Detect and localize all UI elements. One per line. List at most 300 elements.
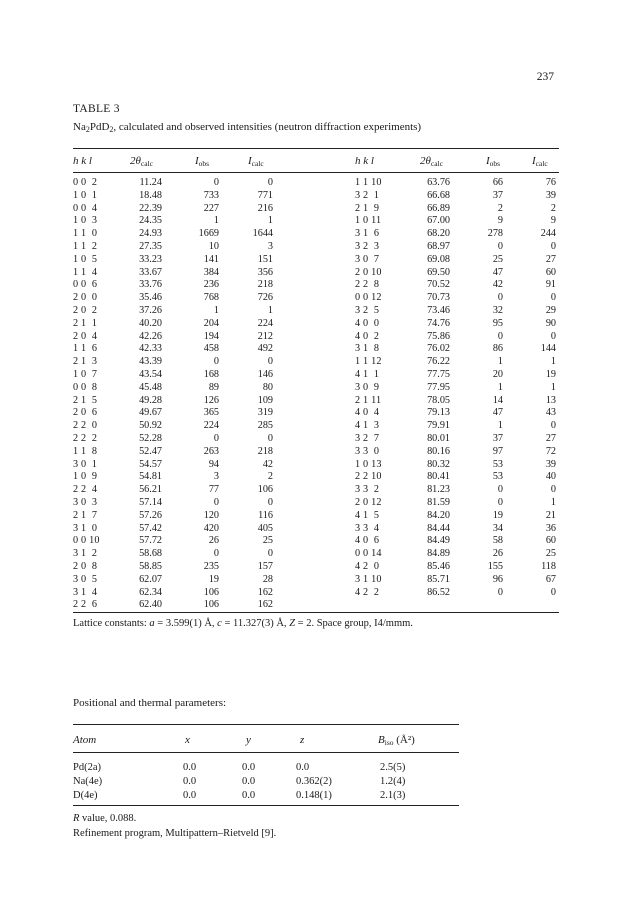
table-row <box>0 292 624 305</box>
table-row <box>0 599 624 612</box>
icalc-cell: 90 <box>545 317 556 329</box>
positional-bottom-rule <box>73 805 459 806</box>
iobs-cell: 106 <box>203 586 219 598</box>
table-row <box>0 459 624 472</box>
hkl-cell: 3 0 5 <box>73 573 98 585</box>
iobs-cell: 458 <box>203 343 219 355</box>
pos-cell-y: 0.0 <box>242 762 256 773</box>
icalc-cell: 60 <box>545 535 556 547</box>
two-theta-cell: 85.46 <box>427 560 450 572</box>
table-row <box>0 420 624 433</box>
hkl-cell: 1 0 5 <box>73 253 98 265</box>
icalc-cell: 0 <box>267 432 273 444</box>
iobs-cell: 0 <box>213 496 219 508</box>
icalc-cell: 0 <box>267 177 273 188</box>
iobs-cell: 0 <box>497 330 503 342</box>
pos-cell-atom: D(4e) <box>73 790 98 801</box>
two-theta-cell: 77.95 <box>427 381 450 393</box>
hkl-cell: 2 0 10 <box>355 266 382 278</box>
two-theta-cell: 24.35 <box>139 215 162 227</box>
iobs-cell: 89 <box>208 381 219 393</box>
hkl-cell: 2 1 7 <box>73 509 98 521</box>
hkl-cell: 0 0 8 <box>73 381 98 393</box>
hkl-cell: 4 0 0 <box>355 317 380 329</box>
icalc-cell: 0 <box>550 240 556 252</box>
iobs-cell: 37 <box>492 189 503 201</box>
icalc-cell: 1 <box>550 381 556 393</box>
table-row <box>0 318 624 331</box>
two-theta-cell: 56.21 <box>139 484 162 496</box>
pos-cell-x: 0.0 <box>183 790 197 801</box>
two-theta-cell: 66.68 <box>427 189 450 201</box>
iobs-cell: 204 <box>203 317 219 329</box>
hkl-cell: 2 2 0 <box>73 420 98 432</box>
two-theta-cell: 80.01 <box>427 432 450 444</box>
two-theta-cell: 70.52 <box>427 279 450 291</box>
icalc-cell: 0 <box>267 496 273 508</box>
table-top-rule <box>73 148 559 149</box>
hkl-cell: 4 1 3 <box>355 420 380 432</box>
iobs-cell: 94 <box>208 458 219 470</box>
two-theta-cell: 42.26 <box>139 330 162 342</box>
hkl-cell: 1 1 0 <box>73 228 98 240</box>
hkl-cell: 1 0 3 <box>73 215 98 227</box>
two-theta-cell: 57.14 <box>139 496 162 508</box>
two-theta-cell: 24.93 <box>139 228 162 240</box>
hkl-cell: 1 0 7 <box>73 368 98 380</box>
icalc-cell: 21 <box>545 509 556 521</box>
two-theta-cell: 57.42 <box>139 522 162 534</box>
icalc-cell: 42 <box>262 458 273 470</box>
icalc-cell: 19 <box>545 368 556 380</box>
two-theta-cell: 76.02 <box>427 343 450 355</box>
pos-cell-z: 0.362(2) <box>296 776 332 787</box>
hkl-cell: 1 1 10 <box>355 177 382 188</box>
iobs-cell: 1669 <box>198 228 219 240</box>
header-iobs-left: $I_{obs}$ <box>195 155 210 168</box>
icalc-cell: 1 <box>550 496 556 508</box>
hkl-cell: 4 2 0 <box>355 560 380 572</box>
iobs-cell: 235 <box>203 560 219 572</box>
iobs-cell: 1 <box>213 304 219 316</box>
icalc-cell: 28 <box>262 573 273 585</box>
icalc-cell: 218 <box>257 445 273 457</box>
hkl-cell: 1 0 13 <box>355 458 382 470</box>
iobs-cell: 20 <box>492 368 503 380</box>
table-row <box>0 305 624 318</box>
two-theta-cell: 63.76 <box>427 177 450 188</box>
pos-cell-y: 0.0 <box>242 776 256 787</box>
hkl-cell: 4 1 5 <box>355 509 380 521</box>
two-theta-cell: 84.49 <box>427 535 450 547</box>
two-theta-cell: 57.26 <box>139 509 162 521</box>
two-theta-cell: 81.59 <box>427 496 450 508</box>
icalc-cell: 162 <box>257 586 273 598</box>
two-theta-cell: 73.46 <box>427 304 450 316</box>
two-theta-cell: 49.28 <box>139 394 162 406</box>
two-theta-cell: 70.73 <box>427 292 450 304</box>
hkl-cell: 1 0 11 <box>355 215 382 227</box>
two-theta-cell: 77.75 <box>427 368 450 380</box>
header-two-theta-right: $2\theta_{calc}$ <box>420 155 443 168</box>
icalc-cell: 319 <box>257 407 273 419</box>
icalc-cell: 13 <box>545 394 556 406</box>
table-row <box>0 331 624 344</box>
icalc-cell: 39 <box>545 458 556 470</box>
two-theta-cell: 62.40 <box>139 599 162 611</box>
icalc-cell: 72 <box>545 445 556 457</box>
lattice-constants: Lattice constants: a = 3.599(1) Å, c = 11.327(3) Å, Z = 2. Space group, I4/mmm. <box>73 618 413 629</box>
two-theta-cell: 84.44 <box>427 522 450 534</box>
hkl-cell: 3 2 7 <box>355 432 380 444</box>
iobs-cell: 25 <box>492 253 503 265</box>
hkl-cell: 3 3 0 <box>355 445 380 457</box>
iobs-cell: 106 <box>203 599 219 611</box>
hkl-cell: 3 1 0 <box>73 522 98 534</box>
two-theta-cell: 54.81 <box>139 471 162 483</box>
table-row <box>0 356 624 369</box>
pos-header-biso: $B_{iso}$ (Å²) <box>378 734 415 747</box>
two-theta-cell: 74.76 <box>427 317 450 329</box>
table-row <box>0 587 624 600</box>
hkl-cell: 3 3 4 <box>355 522 380 534</box>
iobs-cell: 0 <box>213 432 219 444</box>
two-theta-cell: 33.23 <box>139 253 162 265</box>
iobs-cell: 97 <box>492 445 503 457</box>
icalc-cell: 40 <box>545 471 556 483</box>
table-row <box>0 241 624 254</box>
compound-formula: $Na_2PdD_2$ <box>73 121 114 134</box>
icalc-cell: 0 <box>267 548 273 560</box>
iobs-cell: 384 <box>203 266 219 278</box>
iobs-cell: 66 <box>492 177 503 188</box>
icalc-cell: 0 <box>550 586 556 598</box>
two-theta-cell: 68.20 <box>427 228 450 240</box>
hkl-cell: 0 0 14 <box>355 548 382 560</box>
table-row <box>0 574 624 587</box>
hkl-cell: 2 0 0 <box>73 292 98 304</box>
table-row <box>0 407 624 420</box>
icalc-cell: 244 <box>540 228 556 240</box>
table-row <box>0 215 624 228</box>
two-theta-cell: 76.22 <box>427 356 450 368</box>
iobs-cell: 768 <box>203 292 219 304</box>
hkl-cell: 2 2 4 <box>73 484 98 496</box>
page-number: 237 <box>536 71 554 83</box>
icalc-cell: 0 <box>267 356 273 368</box>
pos-header-z: z <box>300 734 305 746</box>
two-theta-cell: 67.00 <box>427 215 450 227</box>
iobs-cell: 0 <box>497 484 503 496</box>
iobs-cell: 42 <box>492 279 503 291</box>
table-row <box>0 548 624 561</box>
hkl-cell: 2 0 4 <box>73 330 98 342</box>
icalc-cell: 218 <box>257 279 273 291</box>
two-theta-cell: 33.67 <box>139 266 162 278</box>
icalc-cell: 25 <box>262 535 273 547</box>
hkl-cell: 2 1 1 <box>73 317 98 329</box>
hkl-cell: 1 1 4 <box>73 266 98 278</box>
iobs-cell: 420 <box>203 522 219 534</box>
two-theta-cell: 80.41 <box>427 471 450 483</box>
two-theta-cell: 81.23 <box>427 484 450 496</box>
hkl-cell: 2 1 9 <box>355 202 380 214</box>
two-theta-cell: 80.32 <box>427 458 450 470</box>
pos-cell-x: 0.0 <box>183 762 197 773</box>
iobs-cell: 224 <box>203 420 219 432</box>
two-theta-cell: 43.39 <box>139 356 162 368</box>
table-row <box>0 177 624 190</box>
hkl-cell: 2 0 8 <box>73 560 98 572</box>
iobs-cell: 236 <box>203 279 219 291</box>
iobs-cell: 263 <box>203 445 219 457</box>
hkl-cell: 3 0 1 <box>73 458 98 470</box>
iobs-cell: 0 <box>213 177 219 188</box>
iobs-cell: 96 <box>492 573 503 585</box>
icalc-cell: 76 <box>545 177 556 188</box>
hkl-cell: 0 0 10 <box>73 535 100 547</box>
two-theta-cell: 27.35 <box>139 240 162 252</box>
hkl-cell: 2 0 12 <box>355 496 382 508</box>
iobs-cell: 95 <box>492 317 503 329</box>
iobs-cell: 19 <box>208 573 219 585</box>
table-caption <box>73 121 421 133</box>
two-theta-cell: 62.34 <box>139 586 162 598</box>
iobs-cell: 278 <box>487 228 503 240</box>
header-hkl-right: h k l <box>355 155 374 167</box>
table-row <box>0 484 624 497</box>
hkl-cell: 1 1 8 <box>73 445 98 457</box>
intensity-table-rows <box>0 177 624 612</box>
icalc-cell: 116 <box>258 509 273 521</box>
hkl-cell: 3 1 6 <box>355 228 380 240</box>
hkl-cell: 3 1 2 <box>73 548 98 560</box>
hkl-cell: 0 0 6 <box>73 279 98 291</box>
icalc-cell: 0 <box>550 484 556 496</box>
iobs-cell: 126 <box>203 394 219 406</box>
two-theta-cell: 33.76 <box>139 279 162 291</box>
iobs-cell: 1 <box>213 215 219 227</box>
two-theta-cell: 58.85 <box>139 560 162 572</box>
icalc-cell: 146 <box>257 368 273 380</box>
icalc-cell: 39 <box>545 189 556 201</box>
header-iobs-right: $I_{obs}$ <box>486 155 501 168</box>
pos-header-x: x <box>185 734 190 746</box>
hkl-cell: 2 0 6 <box>73 407 98 419</box>
icalc-cell: 405 <box>257 522 273 534</box>
icalc-cell: 25 <box>545 548 556 560</box>
table-row <box>0 228 624 241</box>
icalc-cell: 771 <box>257 189 273 201</box>
two-theta-cell: 68.97 <box>427 240 450 252</box>
hkl-cell: 3 3 2 <box>355 484 380 496</box>
table-row <box>0 433 624 446</box>
hkl-cell: 4 0 4 <box>355 407 380 419</box>
two-theta-cell: 69.08 <box>427 253 450 265</box>
icalc-cell: 1 <box>267 304 273 316</box>
table-row <box>0 254 624 267</box>
hkl-cell: 0 0 2 <box>73 177 98 188</box>
header-icalc-left: $I_{calc}$ <box>248 155 264 168</box>
two-theta-cell: 54.57 <box>139 458 162 470</box>
icalc-cell: 27 <box>545 432 556 444</box>
hkl-cell: 1 1 12 <box>355 356 382 368</box>
iobs-cell: 3 <box>213 471 219 483</box>
table-row <box>0 497 624 510</box>
icalc-cell: 1 <box>267 215 273 227</box>
table-row <box>0 267 624 280</box>
hkl-cell: 0 0 12 <box>355 292 382 304</box>
hkl-cell: 4 2 2 <box>355 586 380 598</box>
icalc-cell: 106 <box>257 484 273 496</box>
icalc-cell: 80 <box>262 381 273 393</box>
hkl-cell: 3 1 4 <box>73 586 98 598</box>
iobs-cell: 141 <box>203 253 219 265</box>
hkl-cell: 1 0 1 <box>73 189 98 201</box>
hkl-cell: 4 0 6 <box>355 535 380 547</box>
table-row <box>0 369 624 382</box>
pos-cell-z: 0.0 <box>296 762 310 773</box>
iobs-cell: 168 <box>203 368 219 380</box>
hkl-cell: 3 2 3 <box>355 240 380 252</box>
two-theta-cell: 45.48 <box>139 381 162 393</box>
iobs-cell: 120 <box>203 509 219 521</box>
hkl-cell: 3 2 5 <box>355 304 380 316</box>
iobs-cell: 365 <box>203 407 219 419</box>
icalc-cell: 224 <box>257 317 273 329</box>
hkl-cell: 3 2 1 <box>355 189 380 201</box>
positional-top-rule <box>73 724 459 725</box>
iobs-cell: 1 <box>497 356 503 368</box>
two-theta-cell: 58.68 <box>139 548 162 560</box>
icalc-cell: 151 <box>257 253 273 265</box>
iobs-cell: 2 <box>497 202 503 214</box>
iobs-cell: 53 <box>492 471 503 483</box>
icalc-cell: 27 <box>545 253 556 265</box>
icalc-cell: 162 <box>257 599 273 611</box>
iobs-cell: 0 <box>497 292 503 304</box>
pos-cell-y: 0.0 <box>242 790 256 801</box>
icalc-cell: 43 <box>545 407 556 419</box>
hkl-cell: 2 2 2 <box>73 432 98 444</box>
hkl-cell: 1 1 6 <box>73 343 98 355</box>
two-theta-cell: 80.16 <box>427 445 450 457</box>
two-theta-cell: 11.24 <box>139 177 162 188</box>
two-theta-cell: 49.67 <box>139 407 162 419</box>
iobs-cell: 733 <box>203 189 219 201</box>
header-two-theta-left: $2\theta_{calc}$ <box>130 155 153 168</box>
two-theta-cell: 35.46 <box>139 292 162 304</box>
icalc-cell: 3 <box>267 240 273 252</box>
header-hkl-left: h k l <box>73 155 92 167</box>
two-theta-cell: 57.72 <box>139 535 162 547</box>
icalc-cell: 2 <box>550 202 556 214</box>
two-theta-cell: 85.71 <box>427 573 450 585</box>
icalc-cell: 109 <box>257 394 273 406</box>
icalc-cell: 1 <box>550 356 556 368</box>
iobs-cell: 155 <box>487 560 503 572</box>
two-theta-cell: 78.05 <box>427 394 450 406</box>
positional-header-rule <box>73 752 459 753</box>
two-theta-cell: 18.48 <box>139 189 162 201</box>
two-theta-cell: 75.86 <box>427 330 450 342</box>
icalc-cell: 0 <box>550 420 556 432</box>
icalc-cell: 118 <box>541 560 556 572</box>
pos-cell-b: 2.5(5) <box>380 762 406 773</box>
hkl-cell: 3 0 9 <box>355 381 380 393</box>
table-row <box>0 382 624 395</box>
two-theta-cell: 79.13 <box>427 407 450 419</box>
icalc-cell: 144 <box>540 343 556 355</box>
iobs-cell: 37 <box>492 432 503 444</box>
iobs-cell: 26 <box>208 535 219 547</box>
icalc-cell: 0 <box>550 330 556 342</box>
iobs-cell: 34 <box>492 522 503 534</box>
icalc-cell: 356 <box>257 266 273 278</box>
iobs-cell: 227 <box>203 202 219 214</box>
two-theta-cell: 52.47 <box>139 445 162 457</box>
iobs-cell: 19 <box>492 509 503 521</box>
iobs-cell: 53 <box>492 458 503 470</box>
iobs-cell: 26 <box>492 548 503 560</box>
table-row <box>0 510 624 523</box>
iobs-cell: 47 <box>492 266 503 278</box>
two-theta-cell: 50.92 <box>139 420 162 432</box>
hkl-cell: 3 0 3 <box>73 496 98 508</box>
icalc-cell: 60 <box>545 266 556 278</box>
table-row <box>0 523 624 536</box>
icalc-cell: 91 <box>545 279 556 291</box>
table-row <box>0 190 624 203</box>
two-theta-cell: 42.33 <box>139 343 162 355</box>
two-theta-cell: 43.54 <box>139 368 162 380</box>
two-theta-cell: 37.26 <box>139 304 162 316</box>
icalc-cell: 285 <box>257 420 273 432</box>
iobs-cell: 86 <box>492 343 503 355</box>
hkl-cell: 0 0 4 <box>73 202 98 214</box>
table-label: TABLE 3 <box>73 103 120 115</box>
pos-cell-z: 0.148(1) <box>296 790 332 801</box>
iobs-cell: 10 <box>208 240 219 252</box>
pos-header-atom: Atom <box>73 734 97 746</box>
iobs-cell: 0 <box>213 548 219 560</box>
hkl-cell: 2 1 5 <box>73 394 98 406</box>
iobs-cell: 1 <box>497 420 503 432</box>
two-theta-cell: 40.20 <box>139 317 162 329</box>
icalc-cell: 212 <box>257 330 273 342</box>
iobs-cell: 77 <box>208 484 219 496</box>
hkl-cell: 2 2 6 <box>73 599 98 611</box>
table-header-rule <box>73 172 559 173</box>
table-row <box>0 279 624 292</box>
icalc-cell: 492 <box>257 343 273 355</box>
header-icalc-right: $I_{calc}$ <box>532 155 548 168</box>
pos-header-y: y <box>246 734 251 746</box>
pos-cell-b: 1.2(4) <box>380 776 406 787</box>
hkl-cell: 2 2 8 <box>355 279 380 291</box>
hkl-cell: 2 1 11 <box>355 394 382 406</box>
icalc-cell: 67 <box>545 573 556 585</box>
r-value-note: R value, 0.088. <box>73 813 137 824</box>
iobs-cell: 47 <box>492 407 503 419</box>
caption-text: , calculated and observed intensities (neutron diffraction experiments) <box>113 121 422 133</box>
icalc-cell: 36 <box>545 522 556 534</box>
iobs-cell: 0 <box>497 496 503 508</box>
table-row <box>0 446 624 459</box>
two-theta-cell: 84.89 <box>427 548 450 560</box>
two-theta-cell: 69.50 <box>427 266 450 278</box>
pos-cell-atom: Na(4e) <box>73 776 103 787</box>
